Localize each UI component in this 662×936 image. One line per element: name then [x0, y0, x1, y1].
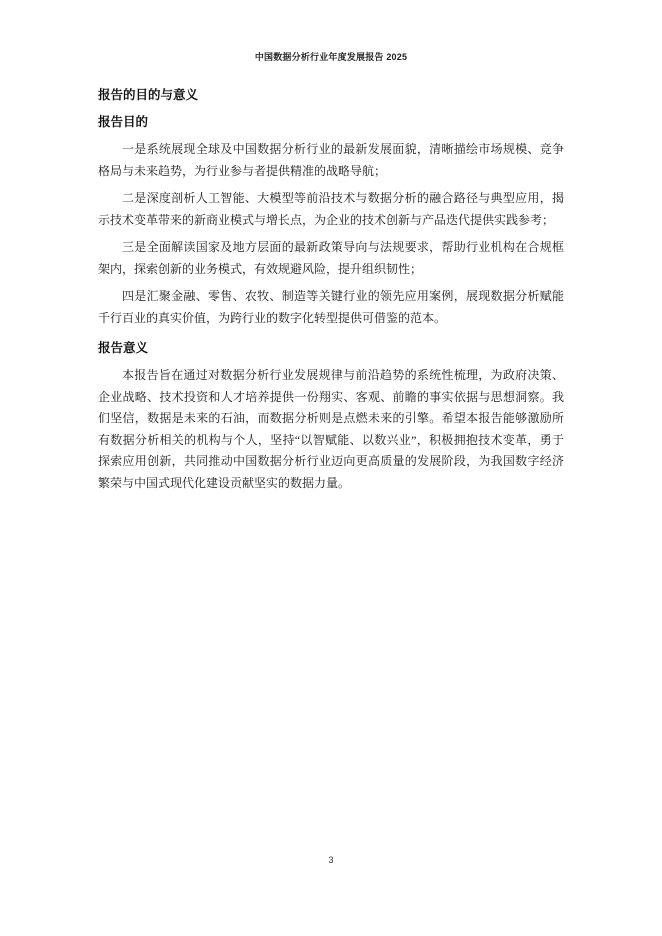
page-number: 3: [328, 855, 334, 865]
purpose-paragraph-4: 四是汇聚金融、零售、农牧、制造等关键行业的领先应用案例，展现数据分析赋能千行百业的真实价值，为跨行业的数字化转型提供可借鉴的范本。: [98, 289, 564, 325]
purpose-paragraph-1: 一是系统展现全球及中国数据分析行业的最新发展面貌，清晰描绘市场规模、竞争格局与未来趋势，为行业参与者提供精准的战略导航；: [98, 142, 564, 178]
purpose-heading: 报告目的: [98, 115, 149, 129]
significance-paragraph: 本报告旨在通过对数据分析行业发展规律与前沿趋势的系统性梳理，为政府决策、企业战略、技术投资和人才培养提供一份翔实、客观、前瞻的事实依据与思想洞察。我们坚信，数据是未来的石油，而数据分析则是点燃未来的引擎。希望本报告能够激励所有数据分析相关的机构与个人，坚持“以智赋能、以数兴业”，积极拥抱技术变革，勇于探索应用创新，共同推动中国数据分析行业迈向更高质量的发展阶段，为我国数字经济繁荣与中国式现代化建设贡献坚实的数据力量。: [98, 368, 564, 490]
page-header: 中国数据分析行业年度发展报告 2025: [254, 52, 408, 62]
significance-heading: 报告意义: [98, 341, 149, 355]
purpose-paragraph-3: 三是全面解读国家及地方层面的最新政策导向与法规要求，帮助行业机构在合规框架内，探索创新的业务模式，有效规避风险，提升组织韧性；: [98, 240, 564, 276]
section-title: 报告的目的与意义: [98, 88, 199, 102]
purpose-paragraph-2: 二是深度剖析人工智能、大模型等前沿技术与数据分析的融合路径与典型应用，揭示技术变革带来的新商业模式与增长点，为企业的技术创新与产品迭代提供实践参考；: [98, 191, 564, 227]
document-body: [98, 80, 564, 500]
